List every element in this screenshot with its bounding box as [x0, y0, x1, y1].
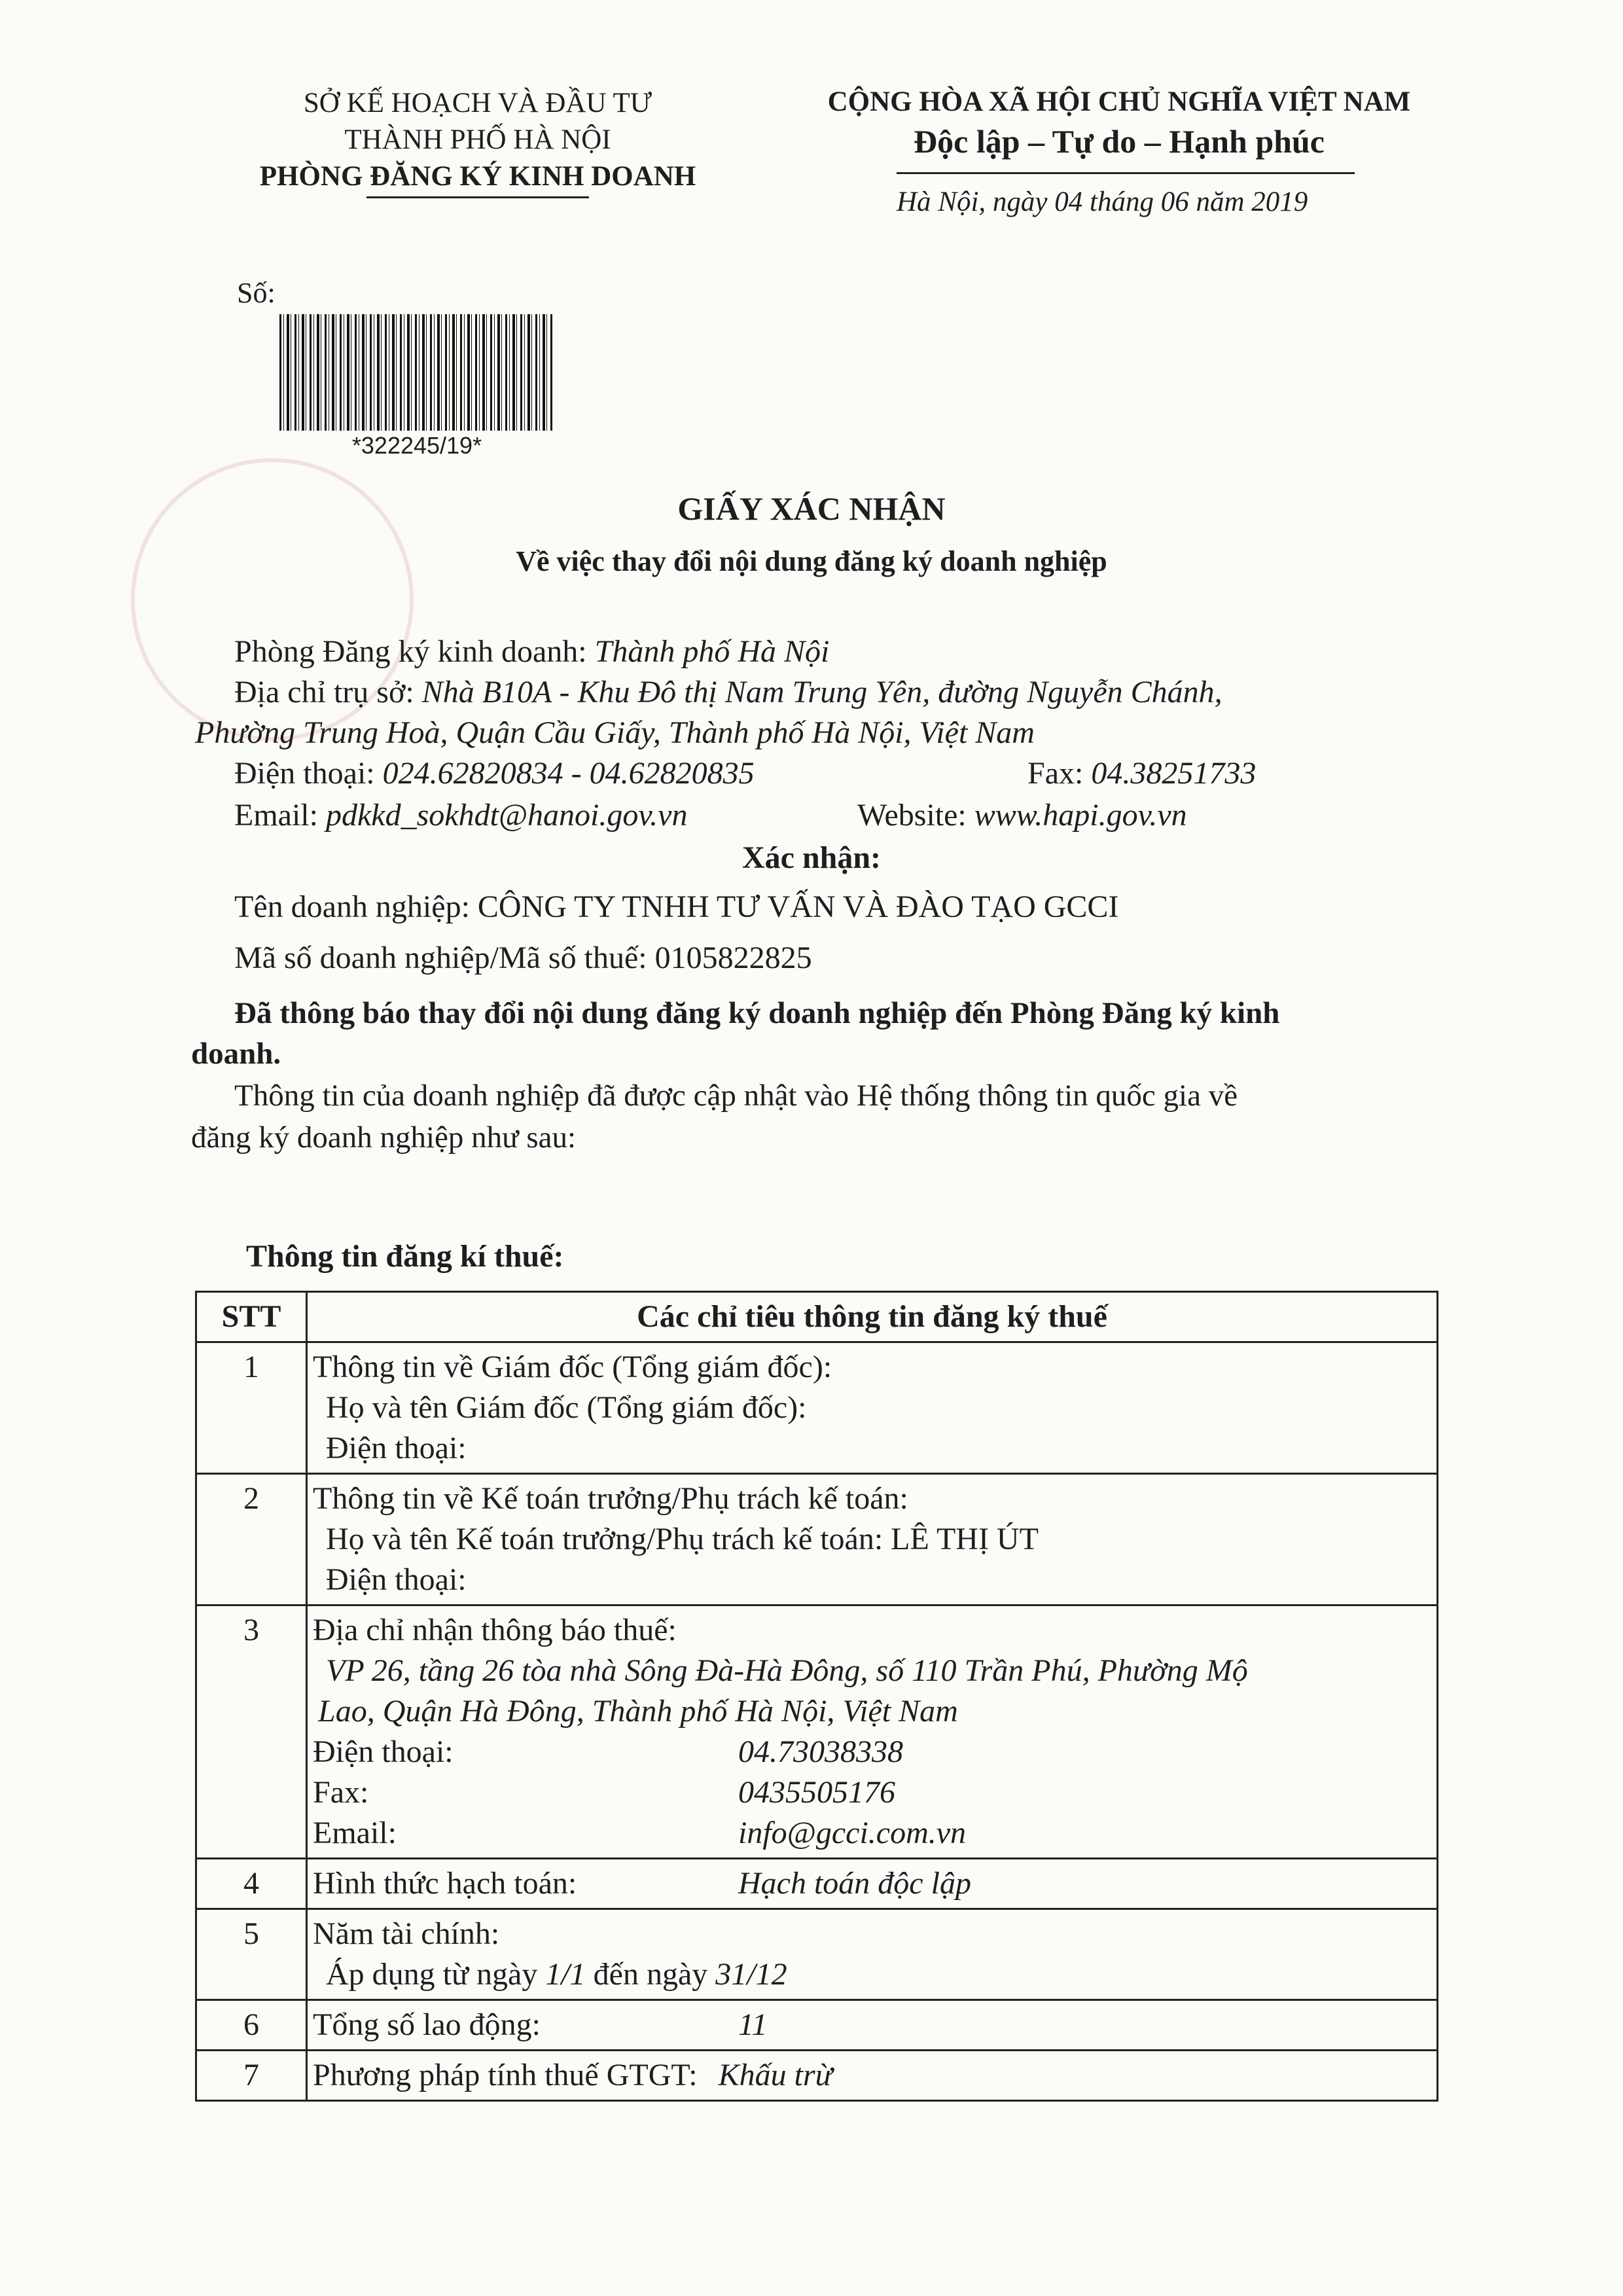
tax-address-title: Địa chỉ nhận thông báo thuế:: [313, 1613, 677, 1647]
agency-line-2: THÀNH PHỐ HÀ NỘI: [344, 124, 611, 155]
document-subtitle: Về việc thay đổi nội dung đăng ký doanh nghiệp: [516, 545, 1107, 577]
tax-heading: Thông tin đăng kí thuế:: [246, 1239, 564, 1274]
tax-address-line-1: VP 26, tầng 26 tòa nhà Sông Đà-Hà Đông, số 110 Trần Phú, Phường Mộ: [326, 1653, 1248, 1688]
tax-fax-label: Fax:: [313, 1775, 369, 1810]
office-website-label: Website:: [857, 798, 974, 833]
office-fax-value: 04.38251733: [1091, 756, 1257, 791]
notice-line-2: doanh.: [191, 1037, 281, 1071]
accounting-form-label: Hình thức hạch toán:: [313, 1866, 577, 1901]
tax-phone-row: [313, 1732, 1431, 1772]
office-email-line: [234, 796, 687, 835]
company-name-line: [234, 888, 1118, 927]
accountant-phone: Điện thoại:: [326, 1562, 467, 1597]
office-address-value-2: Phường Trung Hoà, Quận Cầu Giấy, Thành phố Hà Nội, Việt Nam: [195, 715, 1035, 750]
agency-line-1: SỞ KẾ HOẠCH VÀ ĐẦU TƯ: [303, 88, 652, 118]
tax-info-table: [195, 1291, 1438, 2102]
tax-email-row: [313, 1813, 1431, 1854]
table-row: [196, 1909, 1438, 2000]
table-header-row: [196, 1292, 1438, 1342]
row-content: [307, 2051, 1438, 2101]
table-row: [196, 2000, 1438, 2051]
fiscal-from: 1/1: [545, 1957, 586, 1992]
office-website-line: [857, 796, 1187, 835]
row-number: 3: [196, 1605, 307, 1859]
document-date: Hà Nội, ngày 04 tháng 06 năm 2019: [897, 187, 1308, 217]
header-items: Các chỉ tiêu thông tin đăng ký thuế: [307, 1292, 1438, 1342]
office-fax-label: Fax:: [1027, 756, 1092, 791]
tax-email-label: Email:: [313, 1816, 397, 1850]
row-content: [307, 1859, 1438, 1909]
table-row: [196, 1859, 1438, 1909]
tax-id-label: Mã số doanh nghiệp/Mã số thuế:: [234, 941, 655, 975]
row-content: [307, 1342, 1438, 1474]
row-content: [307, 1474, 1438, 1605]
tax-id-line: [234, 939, 812, 978]
office-address-label: Địa chỉ trụ sở:: [234, 675, 422, 709]
nation-block: [779, 84, 1459, 162]
motto: Độc lập – Tự do – Hạnh phúc: [914, 123, 1325, 160]
row-content: [307, 1909, 1438, 2000]
document-number-label: Số:: [237, 277, 276, 309]
agency-block: [216, 85, 740, 195]
confirm-heading: Xác nhận:: [741, 840, 882, 875]
row-number: 5: [196, 1909, 307, 2000]
director-title: Thông tin về Giám đốc (Tổng giám đốc):: [313, 1350, 832, 1384]
labor-value: 11: [738, 2007, 768, 2042]
tax-fax-value: 0435505176: [738, 1775, 895, 1810]
row-content: [307, 2000, 1438, 2051]
tax-email-value[interactable]: info@gcci.com.vn: [738, 1816, 967, 1850]
director-phone: Điện thoại:: [326, 1431, 467, 1465]
row-number: 7: [196, 2051, 307, 2101]
company-name-value: CÔNG TY TNHH TƯ VẤN VÀ ĐÀO TẠO GCCI: [477, 889, 1119, 924]
fiscal-to: 31/12: [715, 1957, 787, 1992]
office-name-label: Phòng Đăng ký kinh doanh:: [234, 634, 595, 669]
office-website-value[interactable]: www.hapi.gov.vn: [974, 798, 1187, 833]
office-phone-value: 024.62820834 - 04.62820835: [382, 756, 755, 791]
table-row: [196, 1605, 1438, 1859]
tax-phone-value: 04.73038338: [738, 1734, 903, 1769]
header-stt: STT: [196, 1292, 307, 1342]
accountant-title: Thông tin về Kế toán trưởng/Phụ trách kế toán:: [313, 1481, 908, 1516]
fiscal-year-title: Năm tài chính:: [313, 1916, 500, 1951]
tax-address-line-2: Lao, Quận Hà Đông, Thành phố Hà Nội, Việt Nam: [318, 1694, 958, 1729]
fiscal-year-range: [313, 1954, 1431, 1995]
barcode: [279, 314, 554, 431]
tax-id-value: 0105822825: [654, 941, 812, 975]
update-line-1: Thông tin của doanh nghiệp đã được cập nhật vào Hệ thống thông tin quốc gia về: [234, 1079, 1238, 1113]
fiscal-prefix: Áp dụng từ ngày: [326, 1957, 546, 1992]
document-title: GIẤY XÁC NHẬN: [677, 490, 946, 527]
company-name-label: Tên doanh nghiệp:: [234, 889, 478, 924]
director-name: Họ và tên Giám đốc (Tổng giám đốc):: [326, 1390, 807, 1425]
nation-title: CỘNG HÒA XÃ HỘI CHỦ NGHĨA VIỆT NAM: [827, 86, 1411, 117]
fiscal-mid: đến ngày: [585, 1957, 716, 1992]
agency-underline: [366, 196, 589, 198]
vat-method-label: Phương pháp tính thuế GTGT:: [313, 2058, 698, 2092]
table-row: [196, 1474, 1438, 1605]
office-name-value: Thành phố Hà Nội: [594, 634, 830, 669]
motto-underline: [897, 172, 1355, 174]
row-number: 6: [196, 2000, 307, 2051]
table-row: [196, 1342, 1438, 1474]
update-line-2: đăng ký doanh nghiệp như sau:: [191, 1121, 577, 1155]
office-address-value-1: Nhà B10A - Khu Đô thị Nam Trung Yên, đường Nguyễn Chánh,: [421, 675, 1222, 709]
office-email-label: Email:: [234, 798, 326, 833]
labor-label: Tổng số lao động:: [313, 2007, 541, 2042]
office-fax-line: [1027, 754, 1256, 793]
row-number: 2: [196, 1474, 307, 1605]
row-number: 4: [196, 1859, 307, 1909]
labor-row: [313, 2005, 1431, 2045]
row-content: [307, 1605, 1438, 1859]
office-phone-label: Điện thoại:: [234, 756, 383, 791]
accounting-form-row: [313, 1863, 1431, 1904]
office-name-line: [234, 632, 829, 672]
accountant-name: Họ và tên Kế toán trưởng/Phụ trách kế toán: LÊ THỊ ÚT: [326, 1522, 1039, 1556]
tax-fax-row: [313, 1772, 1431, 1813]
barcode-number: *322245/19*: [351, 432, 482, 459]
tax-phone-label: Điện thoại:: [313, 1734, 454, 1769]
notice-line-1: Đã thông báo thay đổi nội dung đăng ký doanh nghiệp đến Phòng Đăng ký kinh: [234, 996, 1280, 1030]
row-number: 1: [196, 1342, 307, 1474]
office-address-line: [234, 673, 1222, 712]
accounting-form-value: Hạch toán độc lập: [738, 1866, 971, 1901]
office-email-value[interactable]: pdkkd_sokhdt@hanoi.gov.vn: [325, 798, 688, 833]
table-row: [196, 2051, 1438, 2101]
agency-line-3: PHÒNG ĐĂNG KÝ KINH DOANH: [259, 161, 696, 192]
office-phone-line: [234, 754, 755, 793]
vat-method-value: Khấu trừ: [718, 2058, 832, 2092]
